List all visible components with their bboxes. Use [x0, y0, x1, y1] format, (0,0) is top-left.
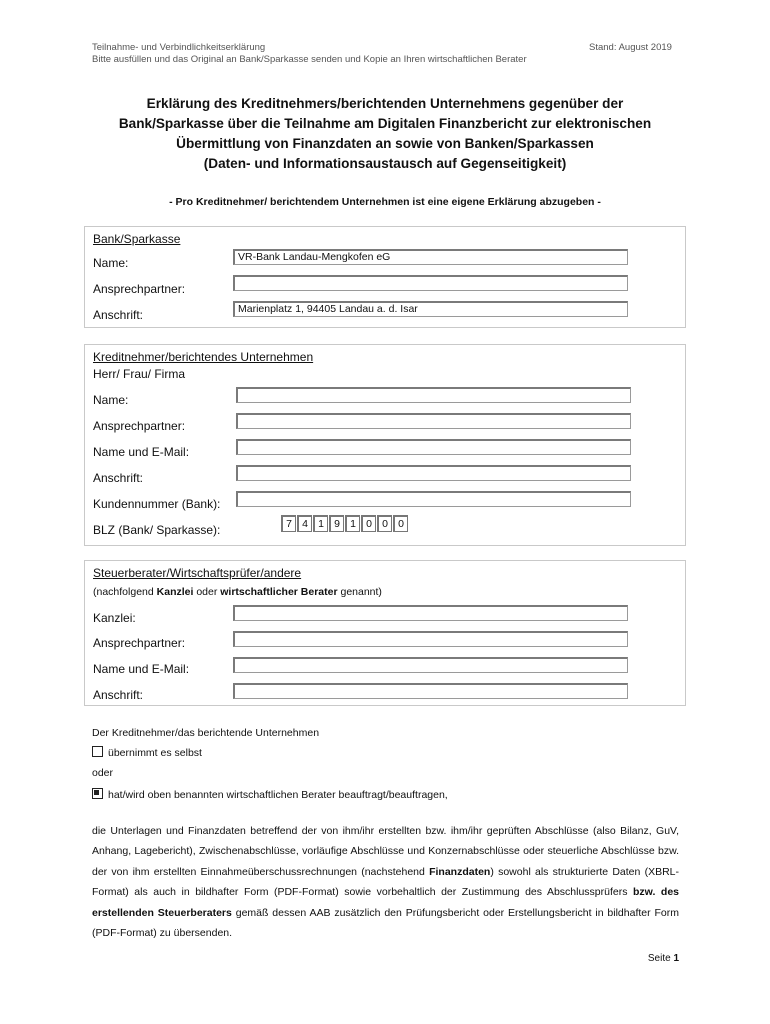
or-text: oder — [92, 767, 114, 779]
checkbox-self[interactable] — [92, 746, 103, 757]
salutation-label: Herr/ Frau/ Firma — [93, 367, 186, 381]
advisor-email-field[interactable] — [233, 657, 628, 673]
borrower-address-label: Anschrift: — [93, 471, 144, 485]
blz-label: BLZ (Bank/ Sparkasse): — [93, 523, 221, 537]
blz-digit[interactable]: 0 — [377, 515, 392, 532]
page-number-label: Seite — [647, 953, 674, 964]
option-self-label: übernimmt es selbst — [108, 747, 202, 759]
customer-number-label: Kundennummer (Bank): — [93, 497, 221, 511]
firm-label: Kanzlei: — [93, 611, 136, 625]
blz-digit[interactable]: 1 — [345, 515, 360, 532]
bank-section — [84, 226, 686, 328]
customer-number-field[interactable] — [236, 491, 631, 507]
advisor-contact-field[interactable] — [233, 631, 628, 647]
blz-digit[interactable]: 0 — [361, 515, 376, 532]
document-date: Stand: August 2019 — [589, 42, 672, 53]
advisor-section — [84, 560, 686, 706]
document-type-label: Teilnahme- und Verbindlichkeitserklärung — [92, 42, 266, 53]
bank-section-heading: Bank/Sparkasse — [93, 232, 181, 246]
borrower-section-heading: Kreditnehmer/berichtendes Unternehmen — [93, 350, 314, 364]
borrower-email-label: Name und E-Mail: — [93, 445, 190, 459]
page-title — [60, 94, 710, 174]
borrower-address-field[interactable] — [236, 465, 631, 481]
advisor-email-label: Name und E-Mail: — [93, 662, 190, 676]
firm-field[interactable] — [233, 605, 628, 621]
bank-name-label: Name: — [93, 256, 129, 270]
body-term-tax-advisor: bzw. des erstellenden Steuerberaters — [92, 886, 679, 919]
title-line-3: Übermittlung von Finanzdaten an sowie von Banken/Sparkassen — [176, 136, 594, 151]
option-self — [92, 746, 679, 759]
blz-digit[interactable]: 4 — [297, 515, 312, 532]
option-advisor — [92, 788, 679, 801]
body-text: ) sowohl als strukturierte Daten (XBRL-Format) als auch in bildhafter Form (PDF-Format) sowie vorbehaltlich der Zustimmung des Abschlussprüfers — [92, 865, 679, 899]
advisor-section-heading: Steuerberater/Wirtschaftsprüfer/andere — [93, 566, 302, 580]
bank-contact-label: Ansprechpartner: — [93, 282, 186, 296]
borrower-name-label: Name: — [93, 393, 129, 407]
advisor-address-label: Anschrift: — [93, 688, 144, 702]
option-advisor-label: hat/wird oben benannten wirtschaftlichen Berater beauftragt/beauftragen, — [108, 789, 448, 801]
advisor-note-firm-term: Kanzlei — [156, 586, 194, 598]
borrower-email-field[interactable] — [236, 439, 631, 455]
page-number-value: 1 — [673, 953, 679, 964]
blz-digit-fields — [281, 515, 409, 532]
declaration-intro: Der Kreditnehmer/das berichtende Unternehmen — [92, 727, 320, 739]
advisor-note — [93, 586, 382, 598]
bank-address-field[interactable]: Marienplatz 1, 94405 Landau a. d. Isar — [233, 301, 628, 317]
bank-name-field[interactable]: VR-Bank Landau-Mengkofen eG — [233, 249, 628, 265]
declaration-body — [92, 821, 679, 943]
advisor-note-text: genannt) — [337, 586, 382, 598]
title-line-1: Erklärung des Kreditnehmers/berichtenden Unternehmens gegenüber der — [146, 96, 624, 111]
borrower-contact-field[interactable] — [236, 413, 631, 429]
borrower-contact-label: Ansprechpartner: — [93, 419, 186, 433]
page-number — [648, 953, 679, 964]
advisor-note-text: oder — [193, 586, 221, 598]
borrower-section — [84, 344, 686, 546]
advisor-contact-label: Ansprechpartner: — [93, 636, 186, 650]
checkbox-advisor[interactable] — [92, 788, 103, 799]
advisor-address-field[interactable] — [233, 683, 628, 699]
blz-digit[interactable]: 9 — [329, 515, 344, 532]
body-text: gemäß dessen AAB zusätzlich den Prüfungsbericht oder Erstellungsbericht in bildhafter Form (PDF-Format) zu übersenden. — [92, 906, 679, 940]
title-line-2: Bank/Sparkasse über die Teilnahme am Digitalen Finanzbericht zur elektronischen — [118, 116, 652, 131]
blz-digit[interactable]: 0 — [393, 515, 408, 532]
body-term-finanzdaten: Finanzdaten — [429, 865, 491, 878]
blz-digit[interactable]: 7 — [281, 515, 296, 532]
borrower-name-field[interactable] — [236, 387, 631, 403]
bank-address-label: Anschrift: — [93, 308, 144, 322]
instruction-text: Bitte ausfüllen und das Original an Bank/Sparkasse senden und Kopie an Ihren wirtschaftlichen Berater — [92, 54, 527, 65]
title-line-4: (Daten- und Informationsaustausch auf Gegenseitigkeit) — [203, 156, 567, 171]
advisor-note-advisor-term: wirtschaftlicher Berater — [220, 586, 338, 598]
advisor-note-text: (nachfolgend — [93, 586, 157, 598]
body-text: die Unterlagen und Finanzdaten betreffend der von ihm/ihr erstellten bzw. ihm/ihr geprüften Abschlüsse (also Bilanz, GuV, Anhang, Lagebericht), Zwischenabschlüsse, vorläufige Abschlüsse und Konzernabschlüsse oder steuerliche Abschlüsse bzw. der von ihm erstellten Einnahmeüberschussrechnungen (nachstehend — [92, 825, 679, 878]
blz-digit[interactable]: 1 — [313, 515, 328, 532]
declaration-note: - Pro Kreditnehmer/ berichtendem Unternehmen ist eine eigene Erklärung abzugeben - — [169, 196, 601, 208]
bank-contact-field[interactable] — [233, 275, 628, 291]
